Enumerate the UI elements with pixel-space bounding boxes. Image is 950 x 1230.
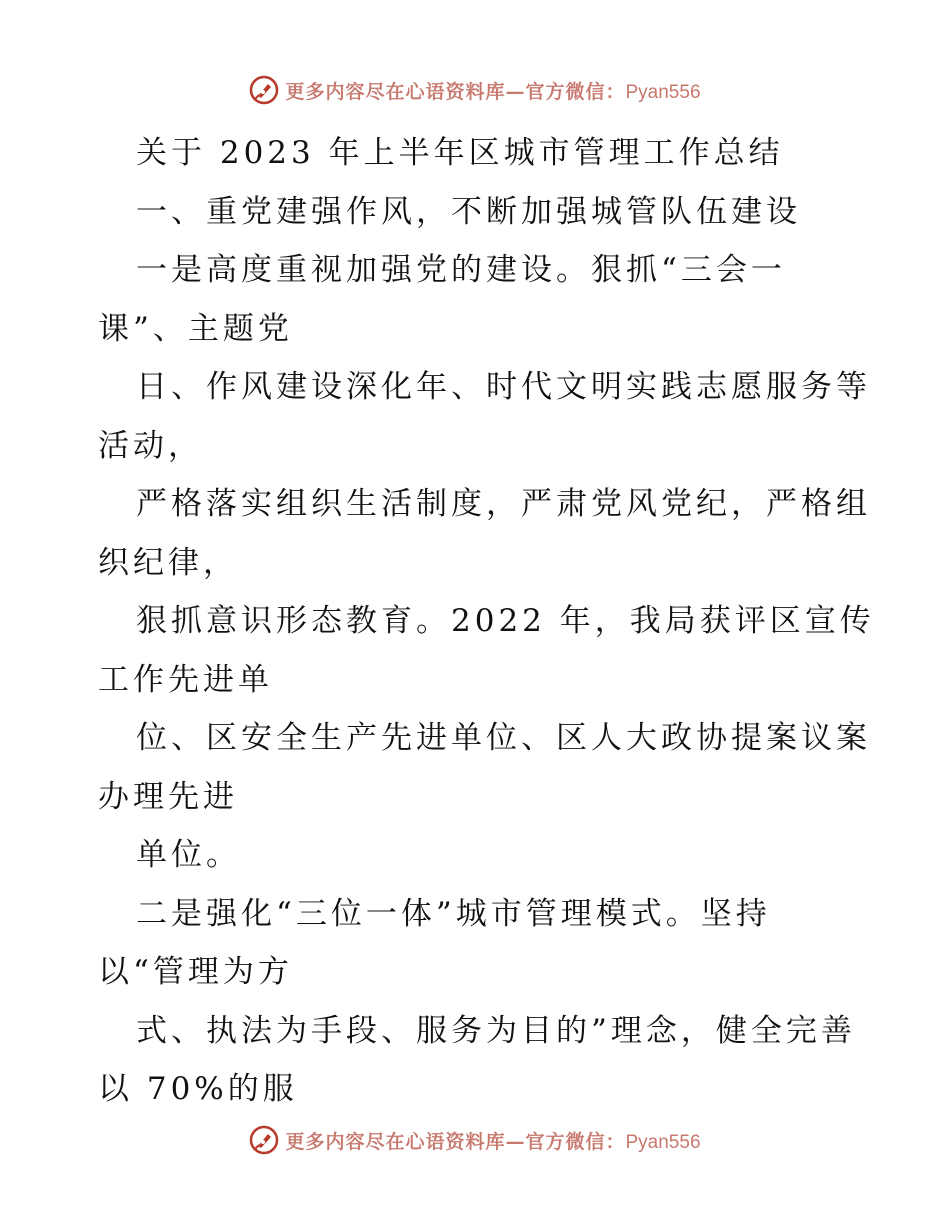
paragraph-line: 工作先进单 (98, 661, 273, 698)
footer-watermark-id: Pyan556 (625, 1131, 701, 1153)
paragraph-line: 办理先进 (98, 778, 238, 815)
header-watermark (0, 70, 950, 110)
pen-nib-logo-icon (249, 1125, 279, 1155)
paragraph-line: 一是高度重视加强党的建设。狠抓“三会一 (136, 252, 786, 288)
header-watermark-text (285, 77, 700, 104)
footer-watermark (0, 1120, 950, 1160)
pen-nib-logo-icon (249, 75, 279, 105)
paragraph-line: 严格落实组织生活制度，严肃党风党纪，严格组 (136, 486, 871, 522)
paragraph-line: 日、作风建设深化年、时代文明实践志愿服务等 (136, 369, 871, 405)
paragraph-line: 狠抓意识形态教育。2022 年，我局获评区宣传 (136, 603, 875, 639)
header-watermark-id: Pyan556 (625, 81, 701, 103)
paragraph-line: 单位。 (136, 837, 241, 873)
section-heading: 一、重党建强作风，不断加强城管队伍建设 (136, 193, 801, 230)
document-title: 关于 2023 年上半年区城市管理工作总结 (136, 135, 784, 171)
document-body (98, 124, 875, 1119)
header-watermark-label: 更多内容尽在心语资料库—官方微信： (285, 80, 626, 103)
paragraph-line: 式、执法为手段、服务为目的”理念，健全完善 (136, 1012, 856, 1049)
paragraph-line: 位、区安全生产先进单位、区人大政协提案议案 (136, 720, 871, 756)
paragraph-line: 织纪律， (98, 544, 238, 581)
paragraph-line: 课”、主题党 (98, 310, 293, 347)
paragraph-line: 以 70%的服 (98, 1071, 298, 1107)
paragraph-line: 活动， (98, 427, 203, 464)
paragraph-line: 二是强化“三位一体”城市管理模式。坚持 (136, 895, 771, 932)
footer-watermark-text (285, 1127, 700, 1154)
footer-watermark-label: 更多内容尽在心语资料库—官方微信： (285, 1130, 626, 1153)
paragraph-line: 以“管理为方 (98, 954, 293, 990)
